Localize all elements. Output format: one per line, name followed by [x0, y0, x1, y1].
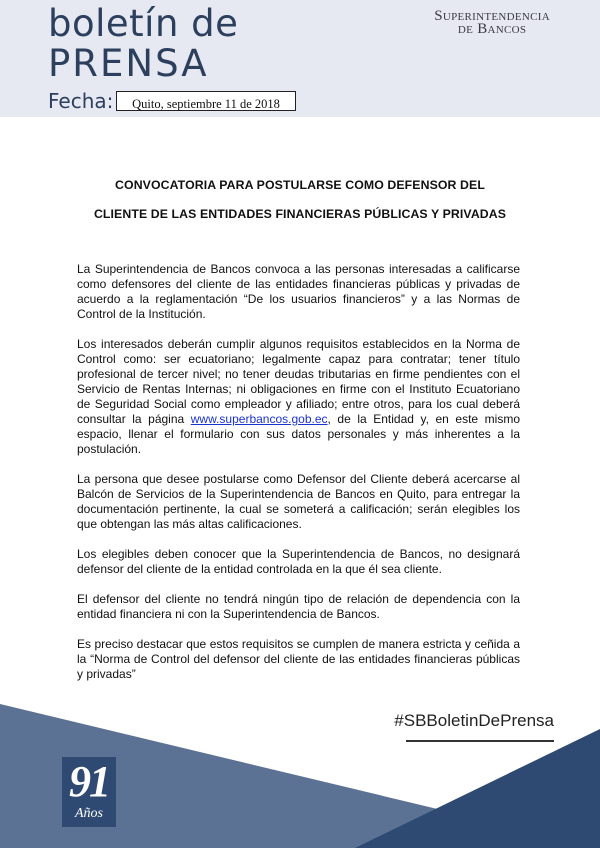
website-link[interactable]: www.superbancos.gob.ec	[190, 412, 328, 426]
requirements-text-end: , de la Entidad y, en este mismo espacio, llenar el formulario con sus datos personales y más inherentes a la postulación.	[77, 412, 520, 456]
hashtag-underline	[406, 740, 554, 742]
org-name-line1: Superintendencia	[434, 8, 550, 24]
anniversary-number: 91	[69, 757, 109, 806]
date-field: Quito, septiembre 11 de 2018	[116, 91, 296, 111]
paragraph-application: La persona que desee postularse como Defensor del Cliente deberá acercarse al Balcón de Servicios de la Superintendencia de Bancos en Quito, para entregar la documentación pertinente, la cual se someterá a calificación; serán elegibles los que obtengan las más altas calificaciones.	[77, 472, 520, 531]
paragraph-independence: El defensor del cliente no tendrá ningún tipo de relación de dependencia con la entidad financiera ni con la Superintendencia de Bancos.	[77, 592, 520, 621]
paragraph-intro: La Superintendencia de Bancos convoca a las personas interesadas a calificarse como defensores del cliente de las entidades financieras públicas y privadas de acuerdo a la reglamentación “De los usuarios financieros” y a las Normas de Control de la Institución.	[77, 262, 520, 321]
anniversary-logo	[62, 757, 116, 827]
date-label: Fecha:	[48, 89, 114, 113]
paragraph-eligibility: Los elegibles deben conocer que la Superintendencia de Bancos, no designará defensor del cliente de la entidad controlada en la que él sea cliente.	[77, 547, 520, 576]
org-name-line2: de Bancos	[457, 21, 527, 37]
anniversary-word: Años	[75, 806, 103, 821]
document-title-line2: CLIENTE DE LAS ENTIDADES FINANCIERAS PÚBLICAS Y PRIVADAS	[93, 207, 507, 221]
document-title-line1: CONVOCATORIA PARA POSTULARSE COMO DEFENSOR DEL	[115, 178, 485, 192]
requirements-text: Los interesados deberán cumplir algunos requisitos establecidos en la Norma de Control como: ser ecuatoriano; legalmente capaz para contratar; tener título profesional de tercer nivel; no tener deudas tributarias en firme pendientes con el Servicio de Rentas Internas; ni obligaciones en firme con el Instituto Ecuatoriano de Seguridad Social como empleador y afiliado; entre otros, para los cual deberá consultar la página	[77, 337, 520, 426]
paragraph-compliance: Es preciso destacar que estos requisitos se cumplen de manera estricta y ceñida a la “Norma de Control del defensor del cliente de las entidades financieras públicas y privadas”	[77, 637, 520, 681]
bulletin-subtitle: PRENSA	[48, 42, 209, 85]
bulletin-title: boletín de	[48, 2, 239, 45]
footer-dark-shape	[355, 729, 600, 848]
hashtag: #SBBoletinDePrensa	[394, 711, 554, 730]
